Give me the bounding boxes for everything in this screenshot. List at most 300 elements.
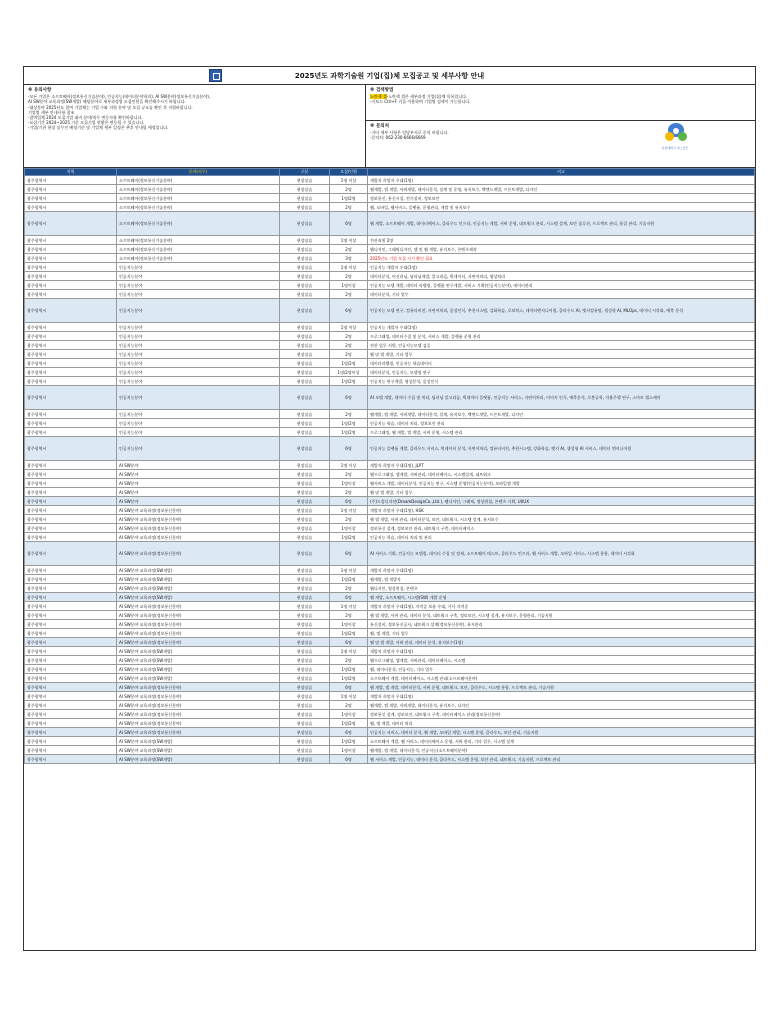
cell-type[interactable]: 현장실습 — [280, 746, 330, 755]
cell-region[interactable]: 광주광역시 — [25, 194, 117, 203]
cell-type[interactable]: 현장실습 — [280, 410, 330, 419]
cell-region[interactable]: 광주광역시 — [25, 470, 117, 479]
cell-note[interactable]: 인공지능 개발자 우대(1명) — [368, 323, 755, 332]
cell-note[interactable]: 인공지능 학습, 데이터 처리, 정보보안 관리 — [368, 419, 755, 428]
cell-count[interactable]: 1명/2명 — [330, 428, 368, 437]
cell-region[interactable]: 광주광역시 — [25, 245, 117, 254]
cell-note[interactable]: 웹 앱 개발, 서버 관리, 데이터 분석, 네트워크 구축, 정보보안, 시스템 설계, 유지보수, 운영관리, 기술지원 — [368, 611, 755, 620]
cell-note[interactable]: 개발자 희망자 우대(1명) — [368, 692, 755, 701]
table-row[interactable] — [25, 542, 755, 566]
cell-type[interactable]: 현장실습 — [280, 692, 330, 701]
cell-region[interactable]: 광주광역시 — [25, 185, 117, 194]
cell-region[interactable]: 광주광역시 — [25, 755, 117, 764]
cell-count[interactable]: 6명 — [330, 542, 368, 566]
cell-note[interactable]: 웹, 데이터분석, 인공지능, 기타 업무 — [368, 665, 755, 674]
cell-region[interactable]: 광주광역시 — [25, 176, 117, 185]
table-row[interactable] — [25, 350, 755, 359]
cell-note[interactable]: 웹개발, 앱 개발자 — [368, 575, 755, 584]
cell-type[interactable]: 현장실습 — [280, 737, 330, 746]
cell-type[interactable]: 현장실습 — [280, 368, 330, 377]
table-row[interactable] — [25, 377, 755, 386]
cell-region[interactable]: 광주광역시 — [25, 737, 117, 746]
cell-count[interactable]: 1명 이상 — [330, 602, 368, 611]
cell-type[interactable]: 현장실습 — [280, 263, 330, 272]
cell-note[interactable]: 웹개발, 앱 개발, 서버개발, 데이터분석, 유지보수, 디자인 — [368, 701, 755, 710]
cell-field[interactable]: 인공지능분야 — [117, 359, 280, 368]
table-row[interactable] — [25, 728, 755, 737]
cell-note[interactable]: 웹 개발, 소프트웨어, 시스템(SW) 개발 운영 — [368, 593, 755, 602]
cell-type[interactable]: 현장실습 — [280, 665, 330, 674]
cell-region[interactable]: 광주광역시 — [25, 728, 117, 737]
cell-note[interactable]: 웹 개발, 소프트웨어 개발, 데이터베이스, 클라우드 인프라, 인공지능 개발, 서버 운영, 네트워크 관리, 시스템 설계, 보안 솔루션, 프로젝트 관리, 품질 관리, 기술지원 — [368, 212, 755, 236]
table-row[interactable] — [25, 479, 755, 488]
cell-type[interactable]: 현장실습 — [280, 185, 330, 194]
cell-count[interactable]: 2명 — [330, 185, 368, 194]
table-row[interactable] — [25, 611, 755, 620]
cell-note[interactable]: 전산직원 2명 — [368, 236, 755, 245]
cell-type[interactable]: 현장실습 — [280, 281, 330, 290]
table-row[interactable] — [25, 515, 755, 524]
cell-region[interactable]: 광주광역시 — [25, 719, 117, 728]
cell-region[interactable]: 광주광역시 — [25, 683, 117, 692]
cell-type[interactable]: 현장실습 — [280, 419, 330, 428]
table-row[interactable] — [25, 299, 755, 323]
cell-note[interactable]: 웹프로그래밍, 앱개발, 서버관리, 데이터베이스, 시스템 — [368, 656, 755, 665]
cell-field[interactable]: 인공지능분야 — [117, 263, 280, 272]
cell-field[interactable]: AI SW분야 교육과정(정보통신분야) — [117, 728, 280, 737]
cell-type[interactable]: 현장실습 — [280, 647, 330, 656]
cell-count[interactable]: 3명 — [330, 254, 368, 263]
cell-count[interactable]: 6명 — [330, 593, 368, 602]
cell-region[interactable]: 광주광역시 — [25, 419, 117, 428]
cell-count[interactable]: 2명 — [330, 584, 368, 593]
cell-region[interactable]: 광주광역시 — [25, 506, 117, 515]
cell-type[interactable]: 현장실습 — [280, 629, 330, 638]
cell-count[interactable]: 1명 이상 — [330, 263, 368, 272]
cell-region[interactable]: 광주광역시 — [25, 437, 117, 461]
cell-region[interactable]: 광주광역시 — [25, 710, 117, 719]
cell-region[interactable]: 광주광역시 — [25, 488, 117, 497]
cell-region[interactable]: 광주광역시 — [25, 602, 117, 611]
cell-region[interactable]: 광주광역시 — [25, 647, 117, 656]
cell-type[interactable]: 현장실습 — [280, 176, 330, 185]
cell-region[interactable]: 광주광역시 — [25, 566, 117, 575]
cell-region[interactable]: 광주광역시 — [25, 341, 117, 350]
cell-type[interactable]: 현장실습 — [280, 683, 330, 692]
table-row[interactable] — [25, 176, 755, 185]
cell-field[interactable]: AI SW분야 교육과정(SW개발) — [117, 755, 280, 764]
cell-note[interactable]: 프로그래밍, 데이터수집 및 분석, 서비스 개발, 플랫폼 운영 관리 — [368, 332, 755, 341]
cell-field[interactable]: AI SW분야 교육과정(정보통신분야) — [117, 602, 280, 611]
table-row[interactable] — [25, 533, 755, 542]
cell-count[interactable]: 6명 — [330, 755, 368, 764]
cell-region[interactable]: 광주광역시 — [25, 701, 117, 710]
cell-count[interactable]: 1명/2명 — [330, 665, 368, 674]
cell-count[interactable]: 1명 이상 — [330, 692, 368, 701]
cell-note[interactable]: 통신설비, 정보통신공사, 네트워크 설계(정보통신분야), 유지관리 — [368, 620, 755, 629]
cell-count[interactable]: 2명 — [330, 515, 368, 524]
cell-field[interactable]: AI SW분야 교육과정(SW개발) — [117, 584, 280, 593]
cell-region[interactable]: 광주광역시 — [25, 584, 117, 593]
cell-count[interactable]: 2명 — [330, 488, 368, 497]
cell-type[interactable]: 현장실습 — [280, 710, 330, 719]
cell-region[interactable]: 광주광역시 — [25, 203, 117, 212]
cell-region[interactable]: 광주광역시 — [25, 359, 117, 368]
cell-note[interactable]: 개발자 희망자 우대(1명), 자격증 보유 우대, 기사 자격증 — [368, 602, 755, 611]
cell-count[interactable]: 1명이상 — [330, 524, 368, 533]
column-header-field[interactable]: 분야(직무) — [117, 169, 280, 176]
cell-field[interactable]: 인공지능분야 — [117, 281, 280, 290]
cell-region[interactable]: 광주광역시 — [25, 461, 117, 470]
table-row[interactable] — [25, 602, 755, 611]
table-row[interactable] — [25, 410, 755, 419]
cell-note[interactable]: (주)드림디자인(DreamDesignCo.,Ltd.), 웹디자인, 그래픽, 영상편집, 콘텐츠 기획, UI/UX — [368, 497, 755, 506]
cell-note[interactable]: 소프트웨어 개발, 데이터베이스, 시스템 관리(소프트웨어분야) — [368, 674, 755, 683]
cell-count[interactable]: 6명 — [330, 497, 368, 506]
cell-note[interactable]: 개발자 희망자 우대(1명), JLPT — [368, 461, 755, 470]
cell-count[interactable]: 2명 — [330, 350, 368, 359]
table-row[interactable] — [25, 290, 755, 299]
cell-field[interactable]: 인공지능분야 — [117, 386, 280, 410]
cell-note[interactable]: 인공지능 연구개발, 영상분석, 음성인식 — [368, 377, 755, 386]
cell-count[interactable]: 6명 — [330, 299, 368, 323]
table-row[interactable] — [25, 194, 755, 203]
table-row[interactable] — [25, 755, 755, 764]
table-row[interactable] — [25, 272, 755, 281]
cell-region[interactable]: 광주광역시 — [25, 638, 117, 647]
table-row[interactable] — [25, 254, 755, 263]
cell-note[interactable]: 데이터분석, 머신러닝, 딥러닝개발, 알고리즘, 빅데이터, 자연어처리, 영상처리 — [368, 272, 755, 281]
cell-region[interactable]: 광주광역시 — [25, 515, 117, 524]
cell-type[interactable]: 현장실습 — [280, 254, 330, 263]
cell-field[interactable]: AI SW분야 교육과정(정보통신분야) — [117, 542, 280, 566]
cell-count[interactable]: 1명 이상 — [330, 566, 368, 575]
cell-field[interactable]: AI SW분야 — [117, 461, 280, 470]
cell-note[interactable]: 웹프로그래밍, 앱개발, 서버관리, 데이터베이스, 시스템설계, 네트워크 — [368, 470, 755, 479]
table-row[interactable] — [25, 185, 755, 194]
cell-field[interactable]: AI SW분야 교육과정(SW개발) — [117, 566, 280, 575]
cell-note[interactable]: 웹, 모바일, 웹서비스, 플랫폼, 운영관리, 개발 및 유지보수 — [368, 203, 755, 212]
cell-count[interactable]: 1명 이상 — [330, 236, 368, 245]
cell-note[interactable]: 개발자 희망자 우대(1명), HSK — [368, 506, 755, 515]
cell-count[interactable]: 2명 — [330, 332, 368, 341]
cell-note[interactable]: 웹 및 앱 개발, 서버 관리, 데이터 분석, 유지보수(1명) — [368, 638, 755, 647]
cell-type[interactable]: 현장실습 — [280, 755, 330, 764]
cell-region[interactable]: 광주광역시 — [25, 236, 117, 245]
cell-field[interactable]: 인공지능분야 — [117, 299, 280, 323]
table-row[interactable] — [25, 263, 755, 272]
cell-count[interactable]: 2명 — [330, 701, 368, 710]
cell-field[interactable]: AI SW분야 교육과정(SW개발) — [117, 737, 280, 746]
cell-note[interactable]: 정보통신, 통신시설, 전기설비, 정보보안 — [368, 194, 755, 203]
cell-type[interactable]: 현장실습 — [280, 299, 330, 323]
cell-region[interactable]: 광주광역시 — [25, 281, 117, 290]
cell-count[interactable]: 2명 — [330, 341, 368, 350]
cell-count[interactable]: 6명 — [330, 728, 368, 737]
cell-field[interactable]: AI SW분야 교육과정(SW개발) — [117, 575, 280, 584]
cell-field[interactable]: 인공지능분야 — [117, 323, 280, 332]
cell-count[interactable]: 1명/2명 — [330, 575, 368, 584]
cell-type[interactable]: 현장실습 — [280, 656, 330, 665]
cell-field[interactable]: AI SW분야 교육과정(SW개발) — [117, 656, 280, 665]
cell-region[interactable]: 광주광역시 — [25, 254, 117, 263]
table-row[interactable] — [25, 584, 755, 593]
cell-type[interactable]: 현장실습 — [280, 533, 330, 542]
table-row[interactable] — [25, 683, 755, 692]
cell-type[interactable]: 현장실습 — [280, 332, 330, 341]
cell-type[interactable]: 현장실습 — [280, 194, 330, 203]
table-row[interactable] — [25, 359, 755, 368]
cell-region[interactable]: 광주광역시 — [25, 620, 117, 629]
cell-type[interactable]: 현장실습 — [280, 701, 330, 710]
cell-count[interactable]: 2명 — [330, 203, 368, 212]
cell-count[interactable]: 6명 — [330, 437, 368, 461]
table-row[interactable] — [25, 488, 755, 497]
cell-region[interactable]: 광주광역시 — [25, 746, 117, 755]
cell-region[interactable]: 광주광역시 — [25, 479, 117, 488]
table-row[interactable] — [25, 638, 755, 647]
cell-count[interactable]: 1명/2명 — [330, 419, 368, 428]
cell-field[interactable]: 소프트웨어(정보통신기술분야) — [117, 245, 280, 254]
cell-count[interactable]: 1명 이상 — [330, 176, 368, 185]
cell-type[interactable]: 현장실습 — [280, 488, 330, 497]
cell-field[interactable]: AI SW분야 — [117, 488, 280, 497]
cell-count[interactable]: 1명/2명 — [330, 737, 368, 746]
cell-type[interactable]: 현장실습 — [280, 350, 330, 359]
column-header-count[interactable]: 모집/인원 — [330, 169, 368, 176]
cell-field[interactable]: 인공지능분야 — [117, 377, 280, 386]
cell-type[interactable]: 현장실습 — [280, 542, 330, 566]
cell-note[interactable]: AI 모델 개발, 데이터 수집 및 처리, 딥러닝 알고리즘, 빅데이터 플랫폼, 인공지능 서비스, 자연어처리, 이미지 인식, 예측분석, 로봇공학, 자율주행 연구, 스마트 헬스케어 — [368, 386, 755, 410]
cell-count[interactable]: 2명 — [330, 245, 368, 254]
cell-field[interactable]: AI SW분야 교육과정(정보통신분야) — [117, 524, 280, 533]
cell-type[interactable]: 현장실습 — [280, 638, 330, 647]
table-row[interactable] — [25, 566, 755, 575]
cell-note[interactable]: 웹 개발, 앱 개발, 데이터분석, 서버 운영, 네트워크, 보안, 클라우드, 시스템 통합, 프로젝트 관리, 기술지원 — [368, 683, 755, 692]
cell-count[interactable]: 1명 이상 — [330, 647, 368, 656]
cell-region[interactable]: 광주광역시 — [25, 656, 117, 665]
cell-note[interactable]: 인공지능 서비스, 데이터 분석, 웹 개발, 모바일 개발, 시스템 운영, 클라우드, 보안 관리, 기술지원 — [368, 728, 755, 737]
table-row[interactable] — [25, 593, 755, 602]
cell-count[interactable]: 2명 — [330, 656, 368, 665]
cell-note[interactable]: 소프트웨어 개발, 웹 서비스, 데이터베이스 운영, 서버 관리, 기타 업무, 시스템 설계 — [368, 737, 755, 746]
table-row[interactable] — [25, 701, 755, 710]
cell-field[interactable]: AI SW분야 교육과정(정보통신분야) — [117, 620, 280, 629]
cell-note[interactable]: 웹, 앱 개발, 데이터 처리 — [368, 719, 755, 728]
cell-count[interactable]: 2명 — [330, 410, 368, 419]
cell-type[interactable]: 현장실습 — [280, 272, 330, 281]
table-row[interactable] — [25, 203, 755, 212]
table-row[interactable] — [25, 692, 755, 701]
cell-region[interactable]: 광주광역시 — [25, 263, 117, 272]
column-header-type[interactable]: 구분 — [280, 169, 330, 176]
table-row[interactable] — [25, 419, 755, 428]
cell-type[interactable]: 현장실습 — [280, 341, 330, 350]
cell-region[interactable]: 광주광역시 — [25, 377, 117, 386]
cell-type[interactable]: 현장실습 — [280, 323, 330, 332]
cell-count[interactable]: 1명/2명 — [330, 194, 368, 203]
cell-field[interactable]: AI SW분야 — [117, 479, 280, 488]
cell-field[interactable]: 인공지능분야 — [117, 290, 280, 299]
cell-field[interactable]: 인공지능분야 — [117, 368, 280, 377]
cell-count[interactable]: 1명이상 — [330, 281, 368, 290]
cell-field[interactable]: 인공지능분야 — [117, 332, 280, 341]
cell-note[interactable]: 웹개발, 앱 개발, 서버개발, 데이터분석, 설계, 유지보수, 백엔드개발, 프론트개발, 디자인 — [368, 410, 755, 419]
cell-region[interactable]: 광주광역시 — [25, 368, 117, 377]
cell-note[interactable]: 2025년도 기업 모집 시기 확인 필요 — [368, 254, 755, 263]
cell-field[interactable]: AI SW분야 교육과정(정보통신분야) — [117, 710, 280, 719]
cell-region[interactable]: 광주광역시 — [25, 611, 117, 620]
cell-note[interactable]: 웹 앱 개발, 서버 관리, 데이터분석, 보안, 네트워크, 시스템 설계, 유지보수 — [368, 515, 755, 524]
cell-region[interactable]: 광주광역시 — [25, 350, 117, 359]
cell-type[interactable]: 현장실습 — [280, 515, 330, 524]
cell-type[interactable]: 현장실습 — [280, 359, 330, 368]
table-row[interactable] — [25, 710, 755, 719]
cell-region[interactable]: 광주광역시 — [25, 272, 117, 281]
cell-count[interactable]: 1명/2명이상 — [330, 368, 368, 377]
cell-field[interactable]: 소프트웨어(정보통신기술분야) — [117, 212, 280, 236]
table-row[interactable] — [25, 323, 755, 332]
cell-type[interactable]: 현장실습 — [280, 575, 330, 584]
cell-note[interactable]: 웹디자인, 영상편집, 콘텐츠 — [368, 584, 755, 593]
cell-field[interactable]: AI SW분야 교육과정(정보통신분야) — [117, 638, 280, 647]
cell-count[interactable]: 1명 이상 — [330, 323, 368, 332]
table-row[interactable] — [25, 575, 755, 584]
cell-count[interactable]: 2명 — [330, 272, 368, 281]
table-row[interactable] — [25, 428, 755, 437]
cell-field[interactable]: AI SW분야 교육과정(정보통신분야) — [117, 611, 280, 620]
cell-field[interactable]: 소프트웨어(정보통신기술분야) — [117, 203, 280, 212]
cell-count[interactable]: 1명이상 — [330, 710, 368, 719]
cell-note[interactable]: 웹 및 앱 개발, 기타 업무 — [368, 350, 755, 359]
cell-note[interactable]: 인공지능 모델 개발, 데이터 라벨링, 플랫폼 연구개발, 서비스 기획(인공지능분야), 데이터관리 — [368, 281, 755, 290]
cell-note[interactable]: 웹 서비스 개발, 인공지능, 데이터 분석, 클라우드, 시스템 운영, 보안 관리, 네트워크, 기술지원, 프로젝트 관리 — [368, 755, 755, 764]
cell-type[interactable]: 현장실습 — [280, 377, 330, 386]
cell-note[interactable]: 웹디자인, 그래픽디자인, 앱 및 웹 개발, 유지보수, 콘텐츠제작 — [368, 245, 755, 254]
table-row[interactable] — [25, 497, 755, 506]
column-header-note[interactable]: 비고 — [368, 169, 755, 176]
table-row[interactable] — [25, 656, 755, 665]
cell-field[interactable]: AI SW분야 교육과정(SW개발) — [117, 674, 280, 683]
cell-type[interactable]: 현장실습 — [280, 566, 330, 575]
table-row[interactable] — [25, 368, 755, 377]
table-row[interactable] — [25, 746, 755, 755]
cell-field[interactable]: AI SW분야 — [117, 497, 280, 506]
cell-count[interactable]: 1명 이상 — [330, 506, 368, 515]
cell-count[interactable]: 1명/2명 — [330, 359, 368, 368]
cell-field[interactable]: 소프트웨어(정보통신기술분야) — [117, 254, 280, 263]
cell-count[interactable]: 1명/2명 — [330, 533, 368, 542]
table-row[interactable] — [25, 620, 755, 629]
cell-note[interactable]: 데이터분석, 기타 업무 — [368, 290, 755, 299]
cell-count[interactable]: 1명/2명 — [330, 719, 368, 728]
cell-type[interactable]: 현장실습 — [280, 236, 330, 245]
table-row[interactable] — [25, 524, 755, 533]
cell-region[interactable]: 광주광역시 — [25, 533, 117, 542]
cell-field[interactable]: 인공지능분야 — [117, 428, 280, 437]
cell-field[interactable]: 인공지능분야 — [117, 437, 280, 461]
cell-field[interactable]: AI SW분야 교육과정(정보통신분야) — [117, 506, 280, 515]
table-row[interactable] — [25, 665, 755, 674]
cell-field[interactable]: 소프트웨어(정보통신기술분야) — [117, 194, 280, 203]
cell-type[interactable]: 현장실습 — [280, 212, 330, 236]
cell-note[interactable]: 인공지능 플랫폼 개발, 클라우드 서비스, 빅데이터 분석, 자연어처리, 컴퓨터비전, 추천시스템, 강화학습, 엣지 AI, 생성형 AI 서비스, 데이터 엔지니어링 — [368, 437, 755, 461]
cell-field[interactable]: AI SW분야 — [117, 470, 280, 479]
cell-field[interactable]: AI SW분야 교육과정(정보통신분야) — [117, 533, 280, 542]
cell-count[interactable]: 6명 — [330, 638, 368, 647]
cell-note[interactable]: 인공지능 학습, 데이터 처리 및 관리 — [368, 533, 755, 542]
cell-field[interactable]: 인공지능분야 — [117, 272, 280, 281]
cell-region[interactable]: 광주광역시 — [25, 386, 117, 410]
table-row[interactable] — [25, 737, 755, 746]
cell-count[interactable]: 1명/2명 — [330, 377, 368, 386]
cell-type[interactable]: 현장실습 — [280, 524, 330, 533]
cell-region[interactable]: 광주광역시 — [25, 332, 117, 341]
cell-type[interactable]: 현장실습 — [280, 719, 330, 728]
cell-region[interactable]: 광주광역시 — [25, 542, 117, 566]
cell-type[interactable]: 현장실습 — [280, 479, 330, 488]
cell-field[interactable]: AI SW분야 교육과정(SW개발) — [117, 746, 280, 755]
cell-count[interactable]: 2명 — [330, 611, 368, 620]
table-row[interactable] — [25, 719, 755, 728]
cell-region[interactable]: 광주광역시 — [25, 593, 117, 602]
table-row[interactable] — [25, 470, 755, 479]
cell-type[interactable]: 현장실습 — [280, 497, 330, 506]
cell-note[interactable]: 웹, 앱 개발, 기타 업무 — [368, 629, 755, 638]
cell-region[interactable]: 광주광역시 — [25, 323, 117, 332]
cell-count[interactable]: 6명 — [330, 683, 368, 692]
cell-type[interactable]: 현장실습 — [280, 593, 330, 602]
cell-field[interactable]: 소프트웨어(정보통신기술분야) — [117, 185, 280, 194]
cell-region[interactable]: 광주광역시 — [25, 575, 117, 584]
cell-note[interactable]: 개발자 희망자 우대(1명) — [368, 647, 755, 656]
cell-field[interactable]: 인공지능분야 — [117, 410, 280, 419]
cell-count[interactable]: 1명/2명 — [330, 674, 368, 683]
table-row[interactable] — [25, 674, 755, 683]
cell-region[interactable]: 광주광역시 — [25, 299, 117, 323]
cell-type[interactable]: 현장실습 — [280, 506, 330, 515]
cell-type[interactable]: 현장실습 — [280, 611, 330, 620]
table-row[interactable] — [25, 281, 755, 290]
cell-count[interactable]: 6명 — [330, 386, 368, 410]
cell-region[interactable]: 광주광역시 — [25, 629, 117, 638]
cell-count[interactable]: 1명이상 — [330, 620, 368, 629]
cell-count[interactable]: 6명 — [330, 212, 368, 236]
cell-field[interactable]: 인공지능분야 — [117, 419, 280, 428]
cell-note[interactable]: 전산 업무 지원, 인공지능모델 검증 — [368, 341, 755, 350]
cell-count[interactable]: 2명 — [330, 470, 368, 479]
cell-type[interactable]: 현장실습 — [280, 428, 330, 437]
cell-type[interactable]: 현장실습 — [280, 203, 330, 212]
table-row[interactable] — [25, 236, 755, 245]
cell-field[interactable]: 인공지능분야 — [117, 350, 280, 359]
cell-note[interactable]: 웹개발, 앱 개발, 서버개발, 데이터분석, 설계 및 운영, 유지보수, 백엔드개발, 프론트개발, 디자인 — [368, 185, 755, 194]
cell-note[interactable]: 웹개발, 앱 개발, 데이터분석, 인공지능(소프트웨어분야) — [368, 746, 755, 755]
table-row[interactable] — [25, 506, 755, 515]
cell-type[interactable]: 현장실습 — [280, 290, 330, 299]
cell-type[interactable]: 현장실습 — [280, 674, 330, 683]
cell-type[interactable]: 현장실습 — [280, 245, 330, 254]
cell-count[interactable]: 1명 이상 — [330, 461, 368, 470]
cell-field[interactable]: 소프트웨어(정보통신기술분야) — [117, 236, 280, 245]
cell-region[interactable]: 광주광역시 — [25, 665, 117, 674]
cell-note[interactable]: 데이터라벨링, 인공지능 학습데이터 — [368, 359, 755, 368]
table-row[interactable] — [25, 332, 755, 341]
cell-region[interactable]: 광주광역시 — [25, 212, 117, 236]
cell-type[interactable]: 현장실습 — [280, 470, 330, 479]
cell-note[interactable]: 웹 및 앱 개발, 기타 업무 — [368, 488, 755, 497]
cell-field[interactable]: AI SW분야 교육과정(SW개발) — [117, 593, 280, 602]
